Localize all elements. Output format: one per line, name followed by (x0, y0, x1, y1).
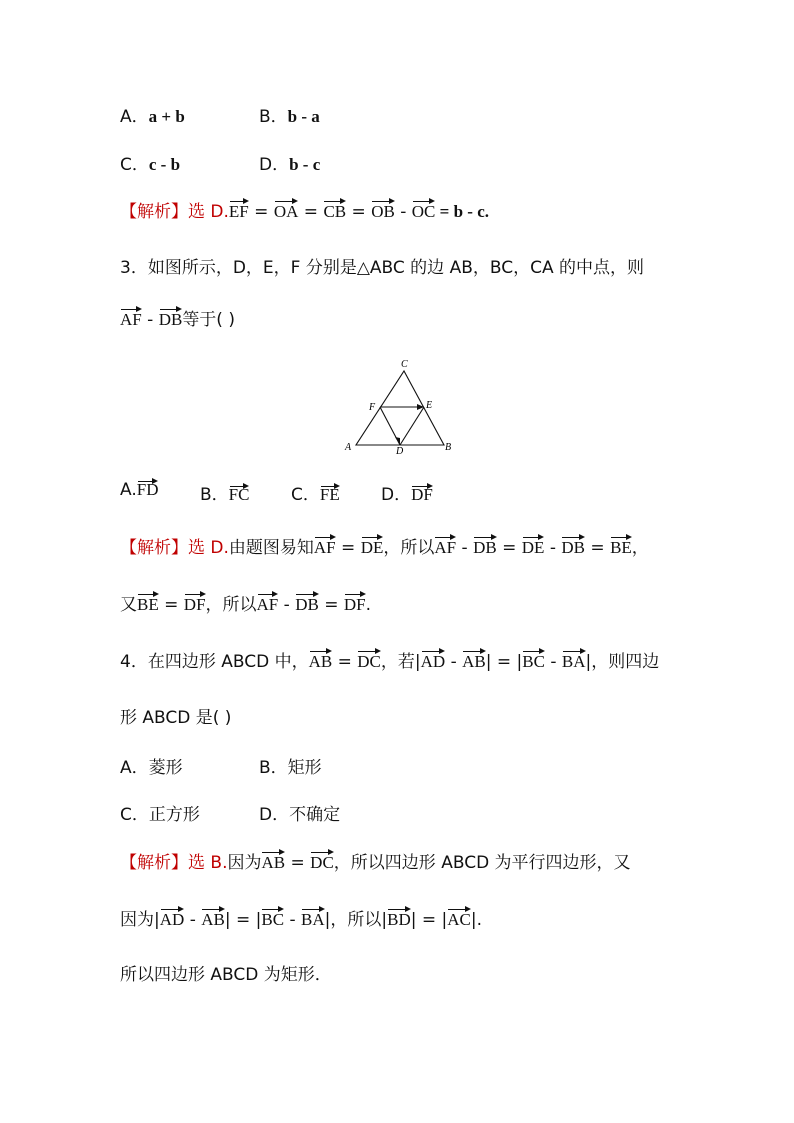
text: |，则四边 (585, 652, 660, 672)
vector: AF (257, 593, 279, 617)
vector: BE (137, 593, 159, 617)
vector: AF (314, 536, 336, 560)
stem-rest: 等于( ) (182, 310, 235, 330)
minus: - (456, 538, 474, 558)
arrowhead-fd (395, 437, 400, 445)
text: 因为 (227, 853, 262, 873)
vector: DB (295, 593, 319, 617)
vector: AB (309, 650, 333, 674)
vector: FE (319, 485, 340, 504)
eq: = (332, 652, 358, 672)
eq: = (585, 538, 611, 558)
vector: DB (159, 308, 183, 332)
text: ， (631, 538, 649, 558)
vector: DE (522, 536, 545, 560)
q3-analysis-line2 (120, 593, 371, 617)
q4-option-d (259, 800, 340, 825)
vector: DC (357, 650, 381, 674)
option-letter: C． (120, 155, 149, 175)
eq: = (298, 202, 324, 222)
option-expr: a + b (148, 107, 185, 126)
text: 由题图易知 (228, 538, 314, 558)
q3-stem-line1: 3．如图所示，D，E，F 分别是△ABC 的边 AB，BC，CA 的中点，则 (120, 258, 645, 278)
option-letter: B． (200, 485, 229, 505)
vector: BC (522, 650, 545, 674)
vector: BD (387, 908, 411, 932)
vector: DF (344, 593, 366, 617)
minus: - (184, 910, 202, 930)
vector: DF (184, 593, 206, 617)
text: | = | (410, 910, 448, 930)
eq: = (335, 538, 361, 558)
label-a: A (345, 442, 352, 453)
q3-stem-line2 (120, 308, 235, 332)
option-letter: D． (381, 485, 412, 505)
vector: AB (261, 851, 285, 875)
vector: FD (136, 480, 159, 499)
q4-stem-line2: 形 ABCD 是( ) (120, 708, 232, 728)
option-text: 菱形 (148, 758, 183, 778)
option-letter: D． (259, 805, 290, 825)
q3-option-b (200, 480, 249, 505)
text: ，所以 (205, 595, 257, 615)
vector: BA (301, 908, 325, 932)
option-text: 矩形 (287, 758, 322, 778)
vector: BA (562, 650, 586, 674)
text: | = | (224, 910, 262, 930)
text: ，所以 (383, 538, 435, 558)
vector: DB (561, 536, 585, 560)
eq: = (346, 202, 372, 222)
vector: AD (160, 908, 185, 932)
vector: CB (323, 200, 346, 224)
minus: - (278, 595, 296, 615)
text: 因为| (120, 910, 160, 930)
vector: BE (610, 536, 632, 560)
vector: OC (412, 200, 436, 224)
vector: DC (310, 851, 334, 875)
text: ，若| (380, 652, 421, 672)
text: 4．在四边形 ABCD 中， (120, 652, 309, 672)
label-f: F (369, 402, 376, 413)
text: 又 (120, 595, 137, 615)
minus: - (445, 652, 463, 672)
q4-option-a (120, 753, 183, 778)
analysis-choice: 选 D. (188, 538, 229, 558)
option-text: 正方形 (148, 805, 200, 825)
option-letter: B． (259, 107, 288, 127)
vector: AD (421, 650, 446, 674)
q2-option-b (259, 102, 320, 127)
eq: = (318, 595, 344, 615)
vector: AC (447, 908, 471, 932)
analysis-choice: 选 B. (188, 853, 228, 873)
q2-option-d (259, 150, 320, 175)
result: = b - c. (435, 202, 489, 221)
vector: DF (411, 485, 433, 504)
label-d: D (396, 446, 404, 455)
option-letter: A. (120, 480, 137, 500)
vector: DB (473, 536, 497, 560)
triangle-figure (340, 355, 460, 455)
option-letter: C． (291, 485, 320, 505)
option-expr: b - c (289, 155, 321, 174)
label-e: E (426, 400, 433, 411)
vector: BC (261, 908, 284, 932)
vector: EF (229, 200, 249, 224)
vector: AF (434, 536, 456, 560)
q4-stem-line1 (120, 650, 659, 674)
text: |. (470, 910, 483, 930)
vector: FC (228, 485, 250, 504)
label-b: B (445, 442, 452, 453)
analysis-choice: 选 D. (188, 202, 229, 222)
q3-analysis-line1 (120, 536, 649, 560)
text: | = | (485, 652, 523, 672)
text: . (365, 595, 372, 615)
vector: AF (120, 308, 142, 332)
eq: = (158, 595, 184, 615)
arrowheads (395, 404, 424, 445)
option-letter: A． (120, 758, 149, 778)
q2-option-a (120, 102, 185, 127)
minus: - (284, 910, 302, 930)
analysis-tag: 【解析】 (120, 202, 188, 222)
vector: DE (361, 536, 384, 560)
minus: - (394, 202, 412, 222)
q4-analysis-line1 (120, 851, 631, 875)
segment-ed (400, 407, 424, 445)
text: |，所以| (324, 910, 388, 930)
q4-analysis-line2 (120, 908, 482, 932)
analysis-tag: 【解析】 (120, 853, 188, 873)
option-letter: D． (259, 155, 290, 175)
minus: - (141, 310, 159, 330)
analysis-tag: 【解析】 (120, 538, 188, 558)
label-c: C (401, 359, 408, 370)
option-letter: C． (120, 805, 149, 825)
q3-option-a (120, 480, 158, 500)
eq: = (285, 853, 311, 873)
minus: - (544, 652, 562, 672)
q4-conclusion: 所以四边形 ABCD 为矩形． (120, 965, 332, 985)
vector: AB (462, 650, 486, 674)
option-letter: B． (259, 758, 288, 778)
q2-option-c (120, 150, 180, 175)
option-expr: c - b (148, 155, 181, 174)
vector: AB (201, 908, 225, 932)
option-letter: A． (120, 107, 149, 127)
option-text: 不确定 (289, 805, 341, 825)
q4-option-b (259, 753, 322, 778)
q4-option-c (120, 800, 200, 825)
text: ，所以四边形 ABCD 为平行四边形，又 (333, 853, 631, 873)
q2-analysis (120, 200, 489, 224)
q3-option-d (381, 480, 433, 505)
option-expr: b - a (287, 107, 320, 126)
q3-option-c (291, 480, 340, 505)
minus: - (544, 538, 562, 558)
vector: OA (274, 200, 299, 224)
vector: OB (371, 200, 395, 224)
eq: = (496, 538, 522, 558)
eq: = (248, 202, 274, 222)
